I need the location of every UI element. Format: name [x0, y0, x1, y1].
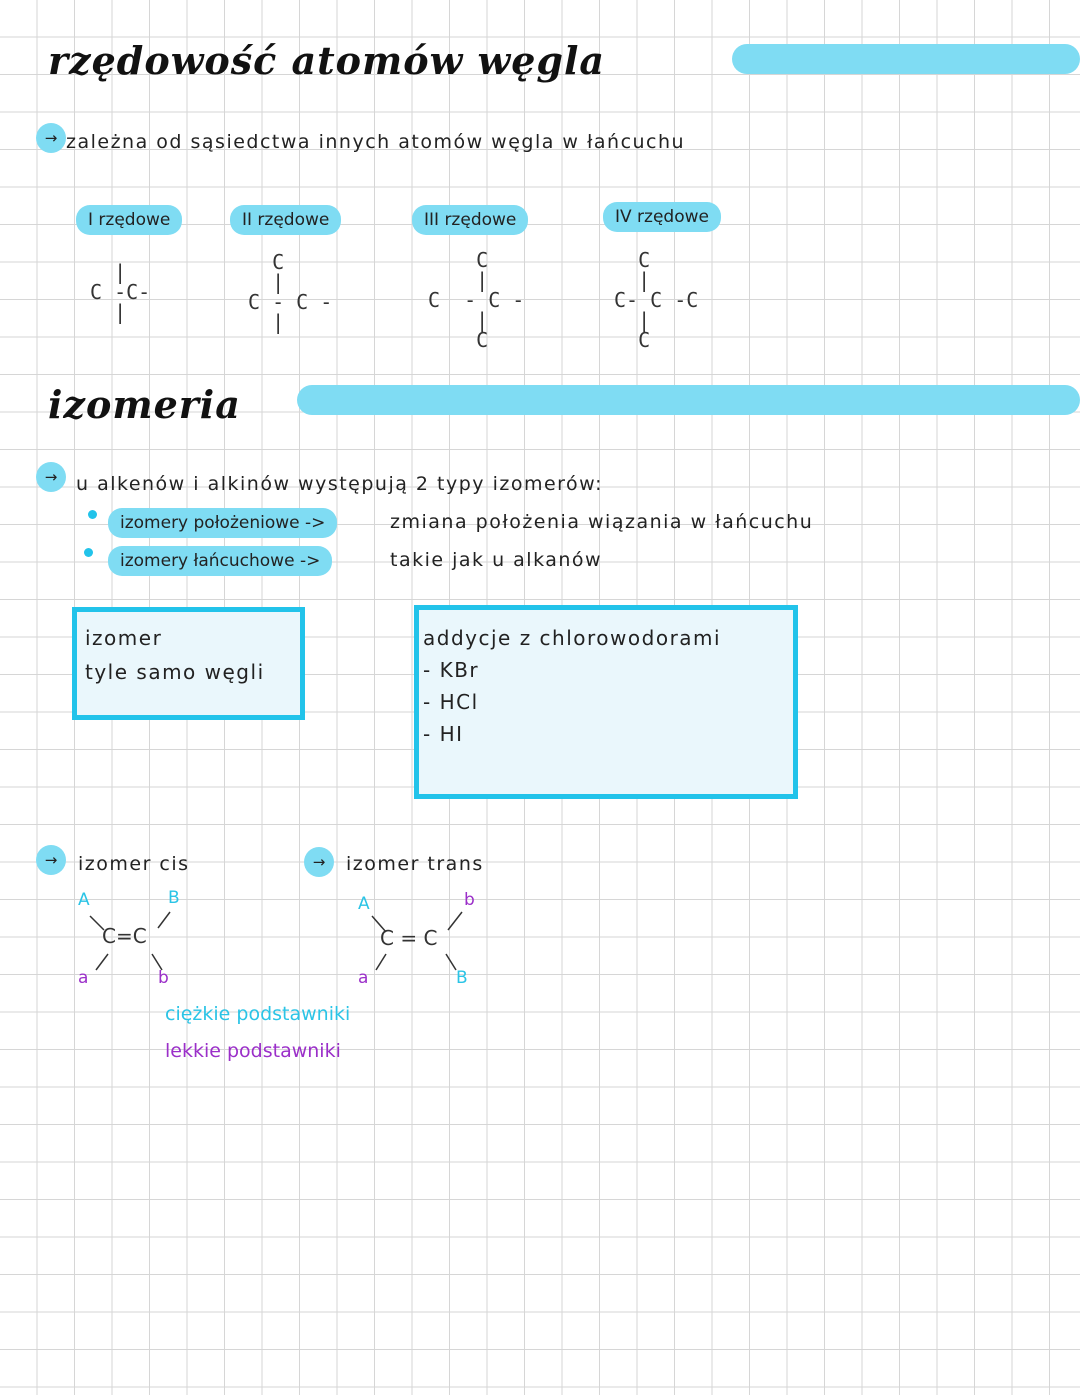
- box-line: - KBr: [423, 658, 480, 682]
- box-addition-reactions: [414, 605, 798, 799]
- note-isomer-types: u alkenów i alkinów występują 2 typy izomerów:: [76, 473, 604, 495]
- arrow-right-icon: →: [36, 123, 66, 153]
- trans-bond: C = C: [380, 926, 438, 950]
- cis-bond: C=C: [102, 924, 147, 948]
- cis-top-right: B: [168, 888, 180, 908]
- label-order-3: III rzędowe: [412, 205, 528, 235]
- label-positional-isomers: izomery położeniowe ->: [108, 508, 337, 538]
- structure-order-4: C | C- C -C | C: [614, 248, 699, 352]
- arrow-right-icon: →: [304, 847, 334, 877]
- box-title: addycje z chlorowodorami: [423, 626, 722, 650]
- section-title-isomerism: izomeria: [48, 382, 241, 427]
- label-trans-isomer: izomer trans: [346, 853, 484, 875]
- box-line: tyle samo węgli: [85, 660, 265, 684]
- structure-order-1: | C -C- |: [90, 260, 151, 324]
- box-line: - HI: [423, 722, 464, 746]
- trans-top-left: A: [358, 894, 370, 914]
- cis-bottom-right: b: [158, 968, 169, 988]
- structure-order-2: C | C - C - |: [248, 250, 333, 334]
- box-line: izomer: [85, 626, 163, 650]
- label-order-2: II rzędowe: [230, 205, 341, 235]
- arrow-right-icon: →: [36, 845, 66, 875]
- title-highlight-bar: [732, 44, 1080, 74]
- label-chain-isomers: izomery łańcuchowe ->: [108, 546, 332, 576]
- isomerism-highlight-bar: [297, 385, 1080, 415]
- label-order-1: I rzędowe: [76, 205, 182, 235]
- structure-order-3: C | C - C - | C: [428, 248, 525, 352]
- cis-bottom-left: a: [78, 968, 89, 988]
- legend-light-substituents: lekkie podstawniki: [165, 1040, 341, 1062]
- note-carbon-order: zależna od sąsiedctwa innych atomów węgla w łańcuchu: [66, 131, 686, 153]
- label-cis-isomer: izomer cis: [78, 853, 190, 875]
- text-positional-isomers: zmiana położenia wiązania w łańcuchu: [390, 511, 814, 533]
- box-line: - HCl: [423, 690, 479, 714]
- cis-top-left: A: [78, 890, 90, 910]
- box-isomer-definition: [72, 607, 305, 720]
- trans-bottom-right: B: [456, 968, 468, 988]
- legend-heavy-substituents: ciężkie podstawniki: [165, 1003, 351, 1025]
- text-chain-isomers: takie jak u alkanów: [390, 549, 603, 571]
- bullet-icon: [88, 510, 97, 519]
- trans-top-right: b: [464, 890, 475, 910]
- bullet-icon: [84, 548, 93, 557]
- label-order-4: IV rzędowe: [603, 202, 721, 232]
- arrow-right-icon: →: [36, 462, 66, 492]
- trans-bottom-left: a: [358, 968, 369, 988]
- section-title-carbon-order: rzędowość atomów węgla: [48, 38, 606, 83]
